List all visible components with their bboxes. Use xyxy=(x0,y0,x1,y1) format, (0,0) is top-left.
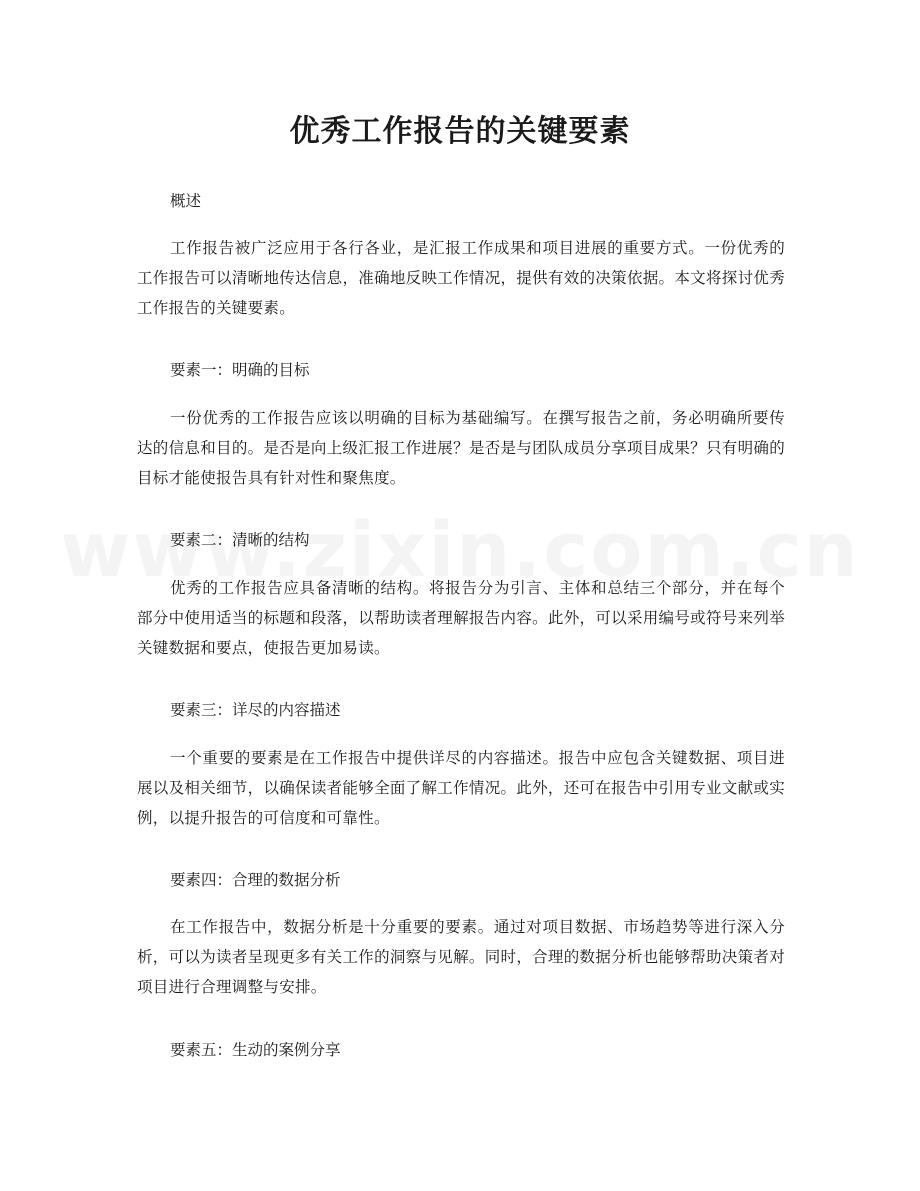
section-heading-element-2: 要素二：清晰的结构 xyxy=(170,531,310,549)
section-heading-overview: 概述 xyxy=(170,192,202,210)
paragraph-element-2: 优秀的工作报告应具备清晰的结构。将报告分为引言、主体和总结三个部分，并在每个部分中使用适当的标题和段落，以帮助读者理解报告内容。此外，可以采用编号或符号来列举关键数据和要点，使报告更加易读。 xyxy=(137,579,785,657)
paragraph-element-1: 一份优秀的工作报告应该以明确的目标为基础编写。在撰写报告之前，务必明确所要传达的信息和目的。是否是向上级汇报工作进展？是否是与团队成员分享项目成果？只有明确的目标才能使报告具有针对性和聚焦度。 xyxy=(137,409,785,487)
document-title: 优秀工作报告的关键要素 xyxy=(289,114,631,149)
section-heading-element-3: 要素三：详尽的内容描述 xyxy=(170,701,341,719)
section-heading-element-5: 要素五：生动的案例分享 xyxy=(170,1041,341,1059)
paragraph-element-4: 在工作报告中，数据分析是十分重要的要素。通过对项目数据、市场趋势等进行深入分析，可以为读者呈现更多有关工作的洞察与见解。同时，合理的数据分析也能够帮助决策者对项目进行合理调整与安排。 xyxy=(137,918,785,996)
paragraph-overview: 工作报告被广泛应用于各行各业，是汇报工作成果和项目进展的重要方式。一份优秀的工作报告可以清晰地传达信息，准确地反映工作情况，提供有效的决策依据。本文将探讨优秀工作报告的关键要素。 xyxy=(137,239,785,317)
section-heading-element-4: 要素四：合理的数据分析 xyxy=(170,871,341,889)
paragraph-element-3: 一个重要的要素是在工作报告中提供详尽的内容描述。报告中应包含关键数据、项目进展以及相关细节，以确保读者能够全面了解工作情况。此外，还可在报告中引用专业文献或实例，以提升报告的可信度和可靠性。 xyxy=(137,749,785,827)
section-heading-element-1: 要素一：明确的目标 xyxy=(170,361,310,379)
